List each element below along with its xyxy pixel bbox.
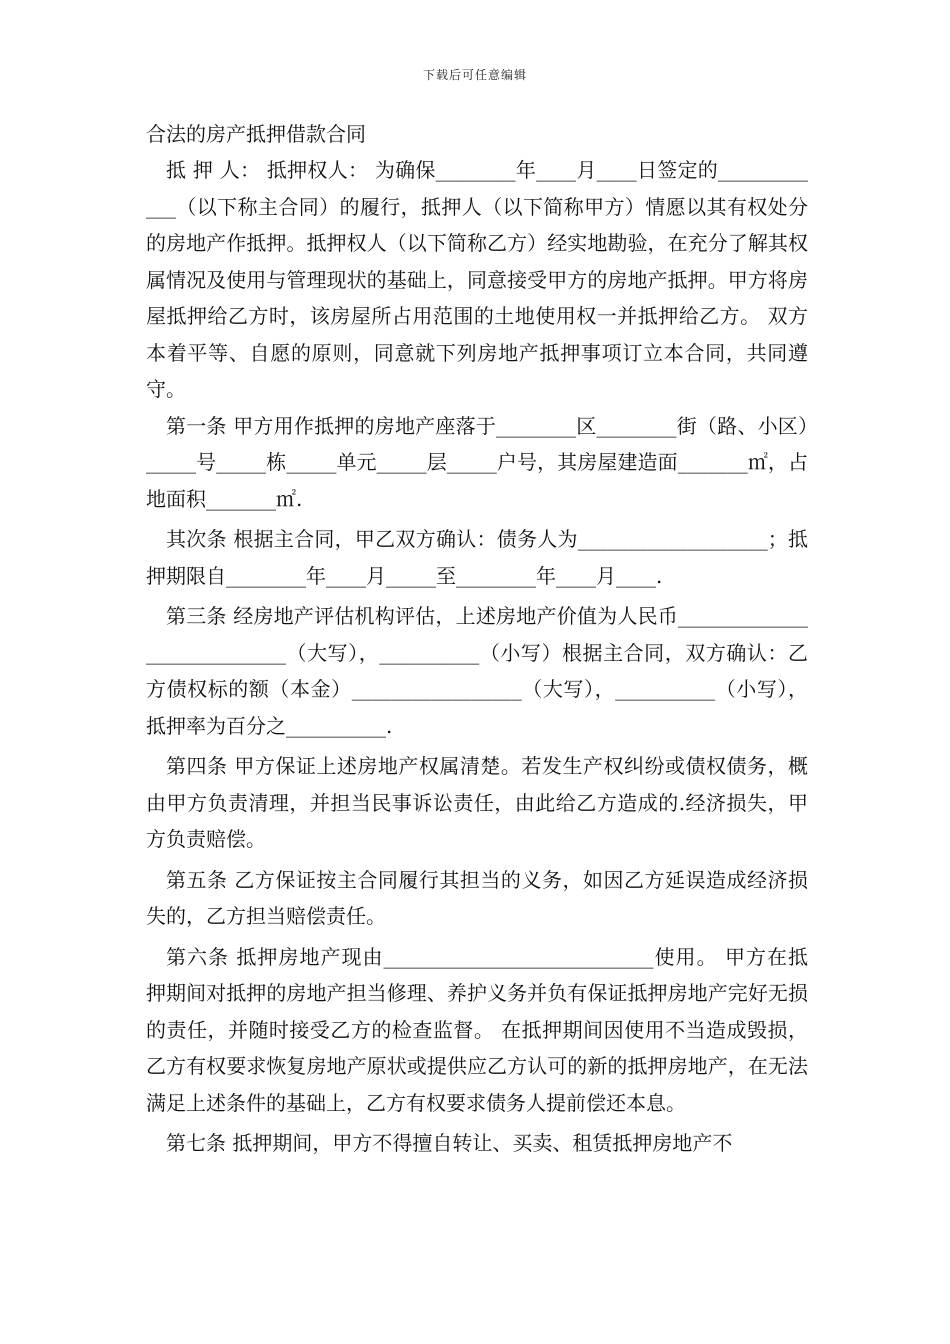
paragraph-preamble: 抵 押 人： 抵押权人： 为确保________年____月____日签定的____________（以下称主合同）的履行，抵押人（以下简称甲方）情愿以其有权处分的房地产作抵押。抵押权人（以下简称乙方）经实地勘验，在充分了解其权属情况及使用与管理现状的基础上，同意接受甲方的房地产抵押。甲方将房屋抵押给乙方时，该房屋所占用范围的土地使用权一并抵押给乙方。 双方本着平等、自愿的原则，同意就下列房地产抵押事项订立本合同，共同遵守。 (146, 158, 808, 401)
paragraph-article-3: 第三条 经房地产评估机构评估，上述房地产价值为人民币___________________________（大写），__________（小写）根据主合同，双方确认：乙方债权标的额（本金）_________________（大写），__________（小写），抵押率为百分之__________. (146, 604, 808, 738)
document-title: 合法的房产抵押借款合同 (146, 122, 366, 146)
paragraph-article-5: 第五条 乙方保证按主合同履行其担当的义务，如因乙方延误造成经济损失的，乙方担当赔偿责任。 (146, 867, 808, 928)
paragraph-article-1: 第一条 甲方用作抵押的房地产座落于________区________街（路、小区）_____号_____栋_____单元_____层_____户号，其房屋建造面_______㎡，占地面积_______㎡. (146, 413, 808, 511)
paragraph-article-7: 第七条 抵押期间，甲方不得擅自转让、买卖、租赁抵押房地产不 (166, 1131, 733, 1155)
paragraph-article-2: 其次条 根据主合同，甲乙双方确认：债务人为___________________；抵押期限自________年____月_____至________年____月____. (146, 527, 808, 588)
header-note: 下载后可任意编辑 (422, 68, 527, 82)
document-body (146, 116, 808, 1162)
paragraph-article-4: 第四条 甲方保证上述房地产权属清楚。若发生产权纠纷或债权债务，概由甲方负责清理，并担当民事诉讼责任，由此给乙方造成的.经济损失，甲方负责赔偿。 (146, 754, 808, 851)
paragraph-article-6: 第六条 抵押房地产现由___________________________使用。 甲方在抵押期间对抵押的房地产担当修理、养护义务并负有保证抵押房地产完好无损的责任，并随时接受乙方的检查监督。 在抵押期间因使用不当造成毁损，乙方有权要求恢复房地产原状或提供应乙方认可的新的抵押房地产，在无法满足上述条件的基础上，乙方有权要求债务人提前偿还本息。 (146, 944, 808, 1115)
